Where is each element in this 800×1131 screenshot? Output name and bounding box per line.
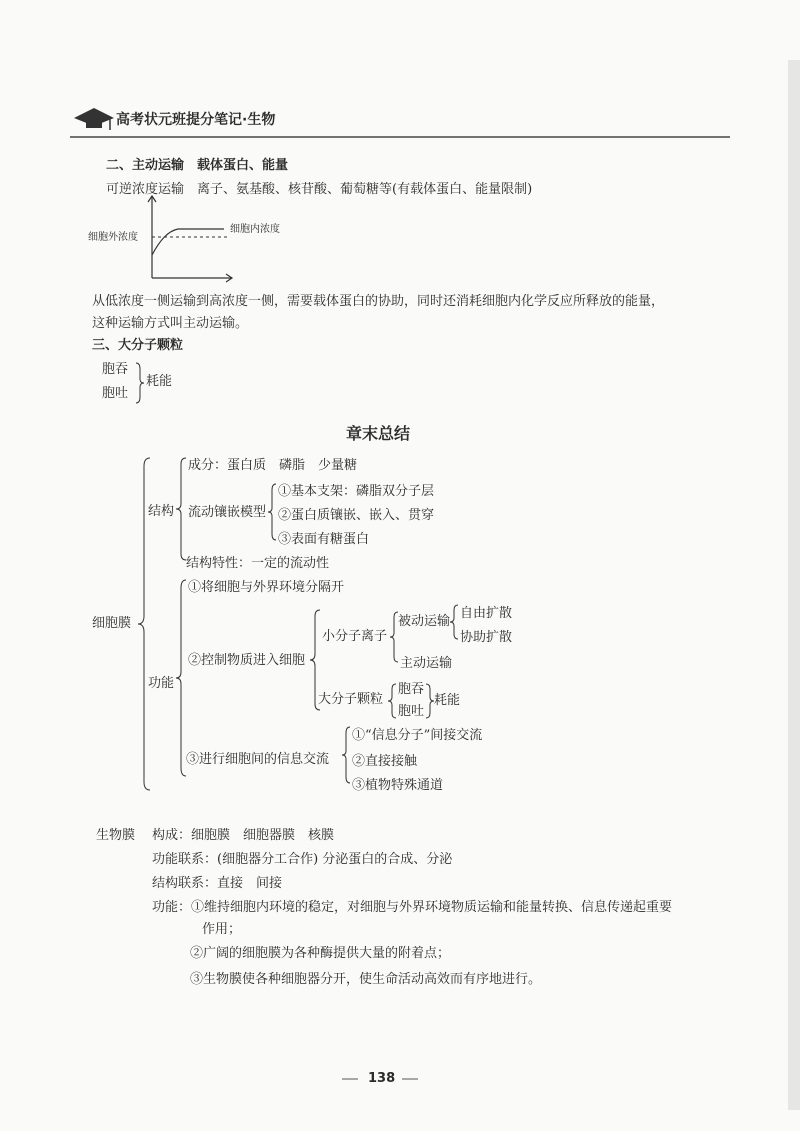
mindmap-active: 主动运输 [400, 656, 453, 671]
header-title: 高考状元班提分笔记·生物 [116, 112, 276, 128]
graph-label-inside: 细胞内浓度 [230, 224, 280, 235]
mindmap-structure: 结构 [148, 504, 175, 519]
mindmap-facilitated-diffusion: 协助扩散 [460, 630, 513, 645]
mindmap-f1: ①将细胞与外界环境分隔开 [188, 580, 345, 595]
mindmap-feature: 结构特性：一定的流动性 [186, 556, 330, 571]
mindmap-c1: ①“信息分子”间接交流 [352, 728, 483, 743]
section3-energy: 耗能 [146, 374, 173, 389]
section3-item-endocytosis: 胞吞 [102, 362, 129, 377]
mindmap-root: 细胞膜 [92, 616, 132, 631]
mindmap-energy: 耗能 [434, 693, 461, 708]
page-number: 138 [368, 1071, 396, 1086]
mindmap-fm1: ①基本支架：磷脂双分子层 [278, 484, 435, 499]
mindmap-free-diffusion: 自由扩散 [460, 606, 513, 621]
mindmap-f3: ③进行细胞间的信息交流 [186, 752, 330, 767]
mindmap-endocytosis: 胞吞 [398, 682, 425, 697]
biomembrane-composition: 构成：细胞膜 细胞器膜 核膜 [152, 828, 335, 843]
mindmap-exocytosis: 胞吐 [398, 704, 425, 719]
biomembrane-func2: ②广阔的细胞膜为各种酶提供大量的附着点； [190, 946, 451, 961]
section2-para2: 这种运输方式叫主动运输。 [92, 316, 249, 331]
section3-heading: 三、大分子颗粒 [92, 338, 184, 353]
mindmap-fm2: ②蛋白质镶嵌、嵌入、贯穿 [278, 508, 435, 523]
graph-label-outside: 细胞外浓度 [88, 232, 138, 243]
mindmap-fluid-model: 流动镶嵌模型 [188, 505, 267, 520]
section3-item-exocytosis: 胞吐 [102, 386, 129, 401]
graduation-cap-icon [74, 108, 114, 130]
mindmap-passive: 被动运输 [398, 614, 451, 629]
biomembrane-func-link: 功能联系：(细胞器分工合作) 分泌蛋白的合成、分泌 [152, 852, 453, 867]
mindmap-fm3: ③表面有糖蛋白 [278, 532, 370, 547]
mindmap-c2: ②直接接触 [352, 754, 418, 769]
biomembrane-label: 生物膜 [96, 828, 136, 843]
concentration-graph [148, 196, 232, 282]
mindmap-function: 功能 [148, 676, 175, 691]
biomembrane-func1: 功能：①维持细胞内环境的稳定，对细胞与外界环境物质运输和能量转换、信息传递起重要 [152, 900, 673, 915]
mindmap-large-particle: 大分子颗粒 [318, 692, 384, 707]
summary-title: 章末总结 [346, 424, 411, 443]
biomembrane-func1b: 作用； [202, 922, 242, 937]
mindmap-small-molecule: 小分子离子 [322, 629, 388, 644]
biomembrane-func3: ③生物膜使各种细胞器分开，使生命活动高效而有序地进行。 [190, 972, 542, 987]
mindmap-f2: ②控制物质进入细胞 [188, 653, 306, 668]
mindmap-c3: ③植物特殊通道 [352, 778, 444, 793]
section2-line1: 可逆浓度运输 离子、氨基酸、核苷酸、葡萄糖等(有载体蛋白、能量限制) [106, 182, 533, 197]
biomembrane-struct-link: 结构联系：直接 间接 [152, 876, 283, 891]
section2-para1: 从低浓度一侧运输到高浓度一侧，需要载体蛋白的协助，同时还消耗细胞内化学反应所释放的能量， [92, 294, 665, 309]
section2-heading: 二、主动运输 载体蛋白、能量 [106, 158, 289, 173]
mindmap-composition: 成分：蛋白质 磷脂 少量糖 [188, 458, 358, 473]
